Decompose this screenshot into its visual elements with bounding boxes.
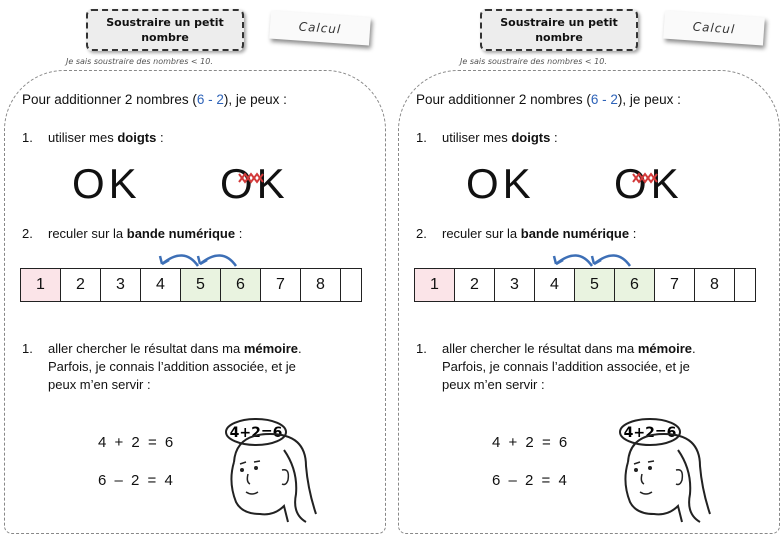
step-memory: 1. aller chercher le résultat dans ma mémoire. Parfois, je connais l’addition associée, et je peux m’en servir : [416, 341, 696, 392]
number-cell: 8 [695, 269, 735, 301]
number-cell-empty [735, 269, 755, 301]
card-title [86, 9, 244, 51]
ok-hand-sign: OK [72, 160, 141, 207]
intro-expression: 6 - 2 [196, 92, 224, 107]
number-cell: 5 [181, 269, 221, 301]
number-line [414, 268, 756, 302]
card-title-text: Soustraire un petit nombre [106, 16, 224, 44]
intro-line: Pour additionner 2 nombres (6 - 2), je peux : [22, 92, 287, 107]
thinking-head-icon [212, 410, 342, 526]
number-cell: 1 [415, 269, 455, 301]
step-fingers: 1. utiliser mes doigts : [22, 130, 164, 145]
number-line [20, 268, 362, 302]
number-cell-empty [341, 269, 361, 301]
thought-bubble-text: 4+2=6 [623, 425, 677, 441]
number-cell: 3 [101, 269, 141, 301]
step-number-line: 2. reculer sur la bande numérique : [22, 226, 243, 241]
objective-text: Je sais soustraire des nombres < 10. [460, 57, 607, 66]
number-cell: 7 [655, 269, 695, 301]
card-title [480, 9, 638, 51]
number-cell: 8 [301, 269, 341, 301]
category-tag [269, 11, 371, 46]
thinking-head-icon [606, 410, 736, 526]
objective-text: Je sais soustraire des nombres < 10. [66, 57, 213, 66]
number-cell: 4 [535, 269, 575, 301]
subtraction-fact: 6 – 2 = 4 [492, 472, 569, 489]
subtraction-fact: 6 – 2 = 4 [98, 472, 175, 489]
step-number-line: 2. reculer sur la bande numérique : [416, 226, 637, 241]
addition-fact: 4 + 2 = 6 [492, 434, 570, 451]
number-cell: 7 [261, 269, 301, 301]
ok-hand-sign: OK [466, 160, 535, 207]
card-title-text: Soustraire un petit nombre [500, 16, 618, 44]
number-cell: 5 [575, 269, 615, 301]
number-cell: 6 [615, 269, 655, 301]
intro-line: Pour additionner 2 nombres (6 - 2), je peux : [416, 92, 681, 107]
intro-expression: 6 - 2 [590, 92, 618, 107]
number-cell: 3 [495, 269, 535, 301]
crossed-fingers-icon [237, 168, 267, 190]
category-tag-text: Calcul [692, 19, 736, 37]
category-tag-text: Calcul [298, 19, 342, 37]
number-cell: 1 [21, 269, 61, 301]
category-tag [663, 11, 765, 46]
step-fingers: 1. utiliser mes doigts : [416, 130, 558, 145]
card-right [394, 0, 780, 540]
number-cell: 2 [61, 269, 101, 301]
ok-hand-sign-crossed: OK [220, 160, 289, 207]
addition-fact: 4 + 2 = 6 [98, 434, 176, 451]
number-cell: 2 [455, 269, 495, 301]
step-memory: 1. aller chercher le résultat dans ma mémoire. Parfois, je connais l’addition associée, et je peux m’en servir : [22, 341, 302, 392]
number-cell: 6 [221, 269, 261, 301]
ok-hand-sign-crossed: OK [614, 160, 683, 207]
number-cell: 4 [141, 269, 181, 301]
thought-bubble-text: 4+2=6 [229, 425, 283, 441]
crossed-fingers-icon [631, 168, 661, 190]
